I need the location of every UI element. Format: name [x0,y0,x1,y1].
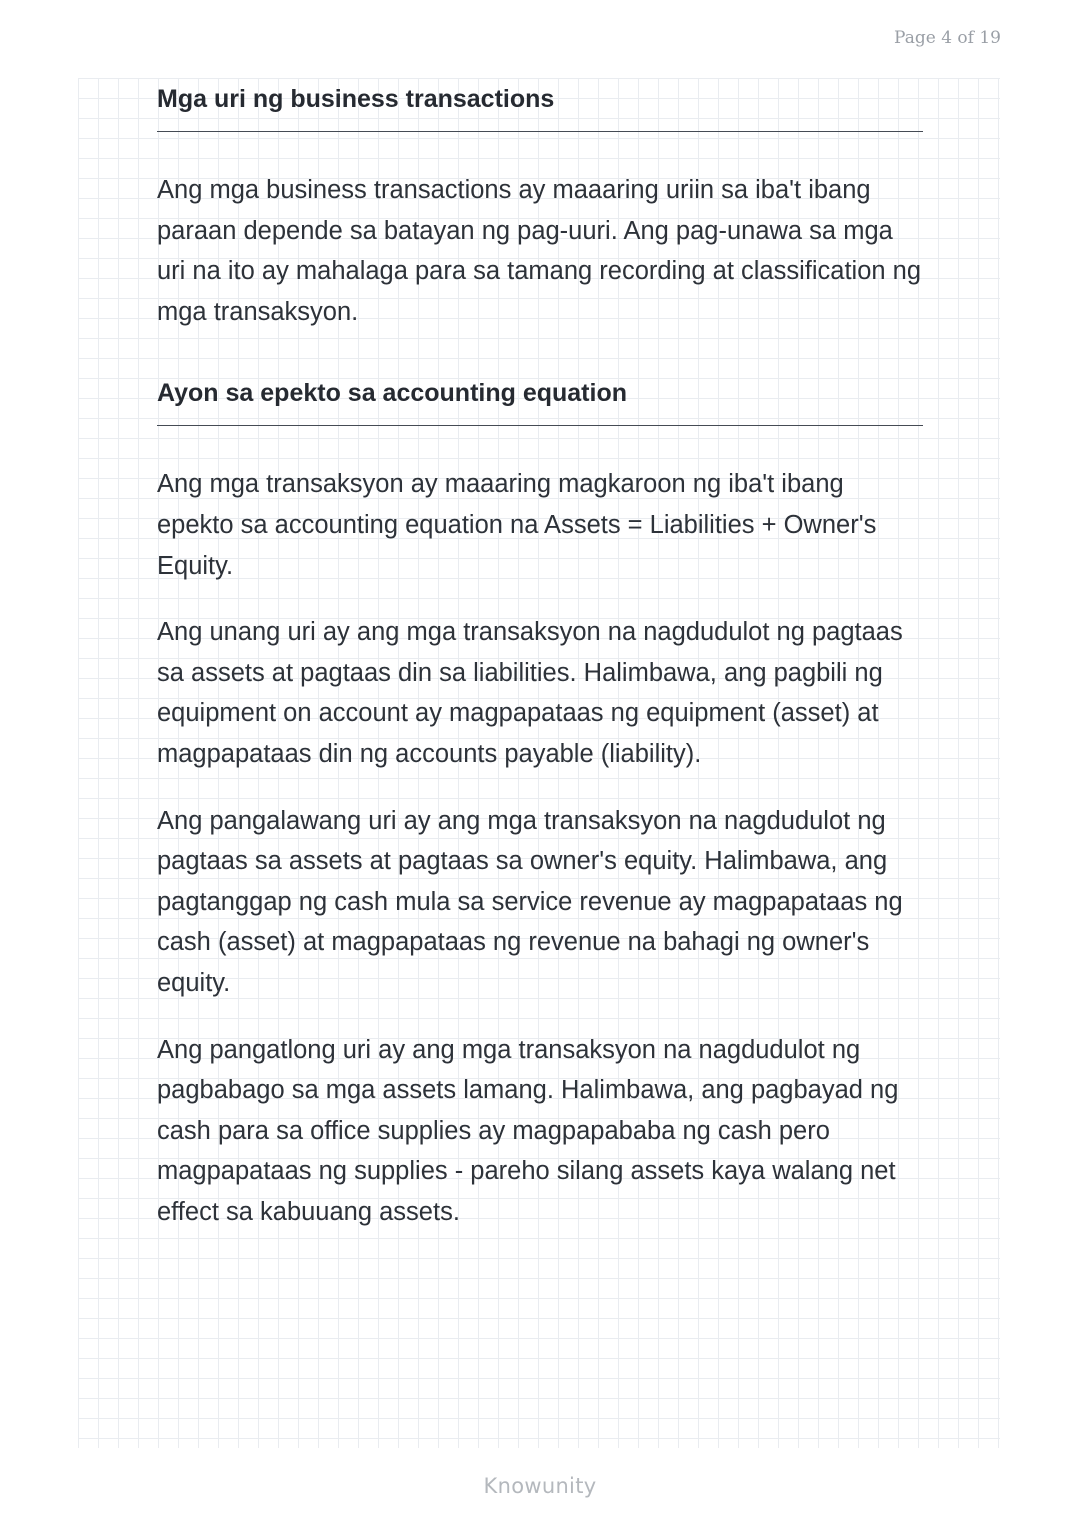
paragraph-intro: Ang mga business transactions ay maaaring uriin sa iba't ibang paraan depende sa batayan ng pag-uuri. Ang pag-unawa sa mga uri na ito ay mahalaga para sa tamang recording at classification ng mga transaksyon. [157,176,922,326]
document-content [157,78,923,1232]
paragraph-second-type: Ang pangalawang uri ay ang mga transaksyon na nagdudulot ng pagtaas sa assets at pagtaas sa owner's equity. Halimbawa, ang pagtanggap ng cash mula sa service revenue ay magpapataas ng cash (asset) at magpapataas ng revenue na bahagi ng owner's equity. [157,806,903,997]
heading-divider [157,425,923,426]
paragraph-first-type: Ang unang uri ay ang mga transaksyon na nagdudulot ng pagtaas sa assets at pagtaas din sa liabilities. Halimbawa, ang pagbili ng equipment on account ay magpapataas ng equipment (asset) at magpapataas din ng accounts payable (liability). [157,618,903,768]
heading-divider [157,131,923,132]
paragraph-equation: Ang mga transaksyon ay maaaring magkaroon ng iba't ibang epekto sa accounting equation na Assets = Liabilities + Owner's Equity. [157,470,877,580]
section-heading-business-transactions: Mga uri ng business transactions [157,85,555,113]
section-heading-accounting-equation: Ayon sa epekto sa accounting equation [157,379,627,408]
page-indicator: Page 4 of 19 [894,28,1001,48]
paragraph-third-type: Ang pangatlong uri ay ang mga transaksyon na nagdudulot ng pagbabago sa mga assets lamang. Halimbawa, ang pagbayad ng cash para sa office supplies ay magpapababa ng cash pero magpapataas ng supplies - pareho silang assets kaya walang net effect sa kabuuang assets. [157,1035,899,1226]
footer-brand-logo: Knowunity [483,1474,597,1498]
